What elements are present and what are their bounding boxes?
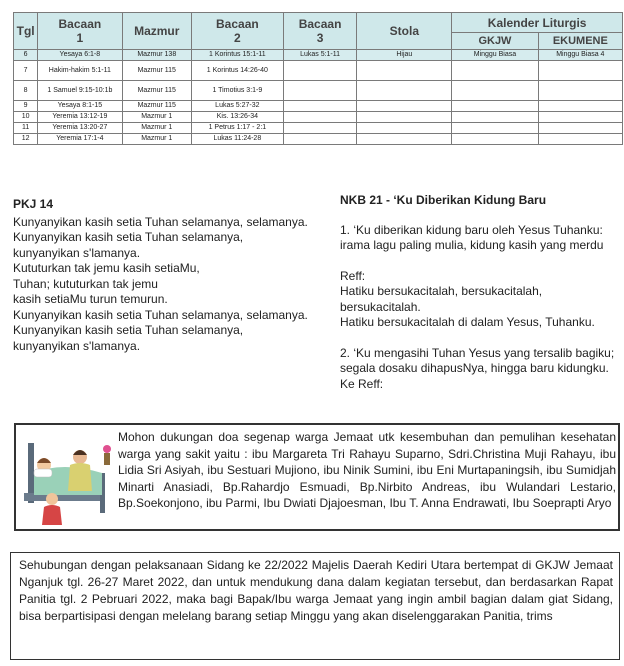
header-bacaan-3-label: Bacaan (298, 17, 342, 31)
cell-stola (357, 123, 452, 134)
cell-gkjw (452, 81, 538, 101)
cell-b1: 1 Samuel 9:15-10:1b (38, 81, 122, 101)
cell-mz: Mazmur 115 (122, 61, 192, 81)
cell-eku (538, 123, 622, 134)
cell-stola (357, 134, 452, 145)
table-row (14, 134, 623, 145)
cell-b2: 1 Korintus 15:1-11 (192, 50, 284, 61)
cell-b1: Yesaya 6:1-8 (38, 50, 122, 61)
cell-tgl: 10 (14, 112, 38, 123)
header-bacaan-1 (38, 13, 122, 50)
pkj-title: PKJ 14 (13, 197, 54, 211)
cell-tgl: 11 (14, 123, 38, 134)
announcement-box (10, 552, 620, 660)
pkj-lyric-line: Kunyanyikan kasih setia Tuhan selamanya, (13, 323, 244, 337)
table-row (14, 61, 623, 81)
cell-eku: Minggu Biasa 4 (538, 50, 622, 61)
cell-b1: Hakim-hakim 5:1-11 (38, 61, 122, 81)
cell-stola: Hijau (357, 50, 452, 61)
header-bacaan-2-num: 2 (234, 31, 241, 45)
cell-b1: Yeremia 13:12-19 (38, 112, 122, 123)
liturgical-reading-table (13, 12, 623, 145)
nkb-verse-2-line: segala dosaku dihapusNya, hingga baru kidungku. (340, 361, 609, 375)
header-bacaan-3-num: 3 (316, 31, 324, 45)
cell-tgl: 9 (14, 101, 38, 112)
cell-b2: 1 Korintus 14:26-40 (192, 61, 284, 81)
nkb-21-lyrics (340, 193, 618, 392)
cell-mz: Mazmur 115 (122, 101, 192, 112)
cell-b2: Kis. 13:26-34 (192, 112, 284, 123)
cell-gkjw (452, 123, 538, 134)
pkj-lyric-line: kunyanyikan s'lamanya. (13, 338, 141, 353)
cell-tgl: 8 (14, 81, 38, 101)
cell-tgl: 12 (14, 134, 38, 145)
cell-eku (538, 134, 622, 145)
cell-b1: Yeremia 17:1-4 (38, 134, 122, 145)
header-tgl: Tgl (14, 13, 38, 50)
cell-b3 (283, 61, 357, 81)
nkb-verse-2-line: Ke Reff: (340, 376, 384, 391)
prayer-request-text: Mohon dukungan doa segenap warga Jemaat utk kesembuhan dan pemulihan kesehatan warga yang sakit yaitu : ibu Margareta Tri Rahayu Suparno, Sdri.Christina Muji Rahayu, ibu Lidia Sri Asiyah, ibu Sestuari Mujiono, ibu Ninik Sumini, ibu Eni Murtapaningsih, ibu Sumidjah Minarti Anasiadi, Bp.Rahardjo Esmuadi, Bp.Nirbito Andreas, ibu Wulandari Lestario, Bp.Soekonjono, ibu Parmi, Ibu Dwiati Djajoesman, Ibu T. Anna Endrawati, Ibu Soeprapti Aryo (118, 430, 616, 510)
table-row (14, 81, 623, 101)
cell-eku (538, 61, 622, 81)
prayer-request-box (14, 423, 620, 531)
header-bacaan-3 (283, 13, 357, 50)
nkb-verse-1-line: irama lagu paling mulia, kidung kasih yang merdu (340, 238, 604, 252)
cell-b1: Yesaya 8:1-15 (38, 101, 122, 112)
cell-b1: Yeremia 13:20-27 (38, 123, 122, 134)
cell-b3 (283, 81, 357, 101)
nkb-verse-1-line: 1. ‘Ku diberikan kidung baru oleh Yesus Tuhanku: (340, 222, 603, 237)
cell-gkjw (452, 101, 538, 112)
header-stola: Stola (357, 13, 452, 50)
pkj-lyric-line: Kunyanyikan kasih setia Tuhan selamanya, selamanya. (13, 307, 308, 322)
pkj-lyric-line: kasih setiaMu turun temurun. (13, 292, 168, 306)
table-row (14, 101, 623, 112)
pkj-lyric-line: Kunyanyikan kasih setia Tuhan selamanya, (13, 230, 244, 244)
header-mazmur: Mazmur (122, 13, 192, 50)
cell-stola (357, 81, 452, 101)
cell-gkjw (452, 61, 538, 81)
cell-mz: Mazmur 138 (122, 50, 192, 61)
pkj-lyric-line: Kunyanyikan kasih setia Tuhan selamanya, selamanya. (13, 214, 308, 229)
cell-eku (538, 81, 622, 101)
cell-eku (538, 112, 622, 123)
pkj-14-lyrics (13, 197, 333, 354)
cell-b3 (283, 101, 357, 112)
header-bacaan-1-num: 1 (76, 31, 84, 45)
pkj-lyric-line: Tuhan; kututurkan tak jemu (13, 276, 158, 291)
cell-mz: Mazmur 1 (122, 134, 192, 145)
cell-b2: 1 Petrus 1:17 - 2:1 (192, 123, 284, 134)
nkb-reff-line: bersukacitalah. (340, 299, 421, 314)
cell-b3 (283, 134, 357, 145)
cell-gkjw: Minggu Biasa (452, 50, 538, 61)
announcement-text: Sehubungan dengan pelaksanaan Sidang ke 22/2022 Majelis Daerah Kediri Utara bertempat di GKJW Jemaat Nganjuk tgl. 26-27 Maret 2022, dan untuk mendukung dana dalam kegiatan tersebut, dan berdasarkan Rapat Panitia tgl. 2 Pebruari 2022, maka bagi Bapak/Ibu warga Jemaat yang ingin ambil bagian dalam giat Sidang, bisa berpartisipasi dengan melelang barang setiap Minggu yang akan diselenggarakan Panitia, trims (19, 558, 613, 623)
cell-tgl: 6 (14, 50, 38, 61)
cell-tgl: 7 (14, 61, 38, 81)
table-row (14, 50, 623, 61)
header-gkjw: GKJW (452, 33, 538, 50)
header-bacaan-1-label: Bacaan (58, 17, 102, 31)
cell-stola (357, 101, 452, 112)
cell-mz: Mazmur 1 (122, 112, 192, 123)
cell-gkjw (452, 134, 538, 145)
header-bacaan-2 (192, 13, 284, 50)
cell-eku (538, 101, 622, 112)
cell-b2: Lukas 5:27-32 (192, 101, 284, 112)
cell-b2: 1 Timotius 3:1-9 (192, 81, 284, 101)
cell-stola (357, 112, 452, 123)
hospital-visit-illustration (22, 433, 114, 527)
nkb-reff-line: Hatiku bersukacitalah di dalam Yesus, Tuhanku. (340, 315, 595, 329)
header-bacaan-2-label: Bacaan (216, 17, 259, 31)
nkb-title: NKB 21 - ‘Ku Diberikan Kidung Baru (340, 193, 547, 207)
cell-gkjw (452, 112, 538, 123)
nkb-reff-line: Reff: (340, 268, 366, 283)
cell-b3 (283, 112, 357, 123)
cell-b2: Lukas 11:24-28 (192, 134, 284, 145)
cell-mz: Mazmur 1 (122, 123, 192, 134)
cell-b3: Lukas 5:1-11 (283, 50, 357, 61)
nkb-reff-line: Hatiku bersukacitalah, bersukacitalah, (340, 284, 543, 298)
header-ekumene: EKUMENE (538, 33, 622, 50)
header-kalender-liturgis: Kalender Liturgis (452, 13, 623, 33)
pkj-lyric-line: kunyanyikan s'lamanya. (13, 245, 141, 260)
table-row (14, 112, 623, 123)
table-row (14, 123, 623, 134)
cell-mz: Mazmur 115 (122, 81, 192, 101)
cell-b3 (283, 123, 357, 134)
cell-stola (357, 61, 452, 81)
pkj-lyric-line: Kututurkan tak jemu kasih setiaMu, (13, 261, 200, 275)
nkb-verse-2-line: 2. ‘Ku mengasihi Tuhan Yesus yang tersalib bagiku; (340, 345, 615, 360)
